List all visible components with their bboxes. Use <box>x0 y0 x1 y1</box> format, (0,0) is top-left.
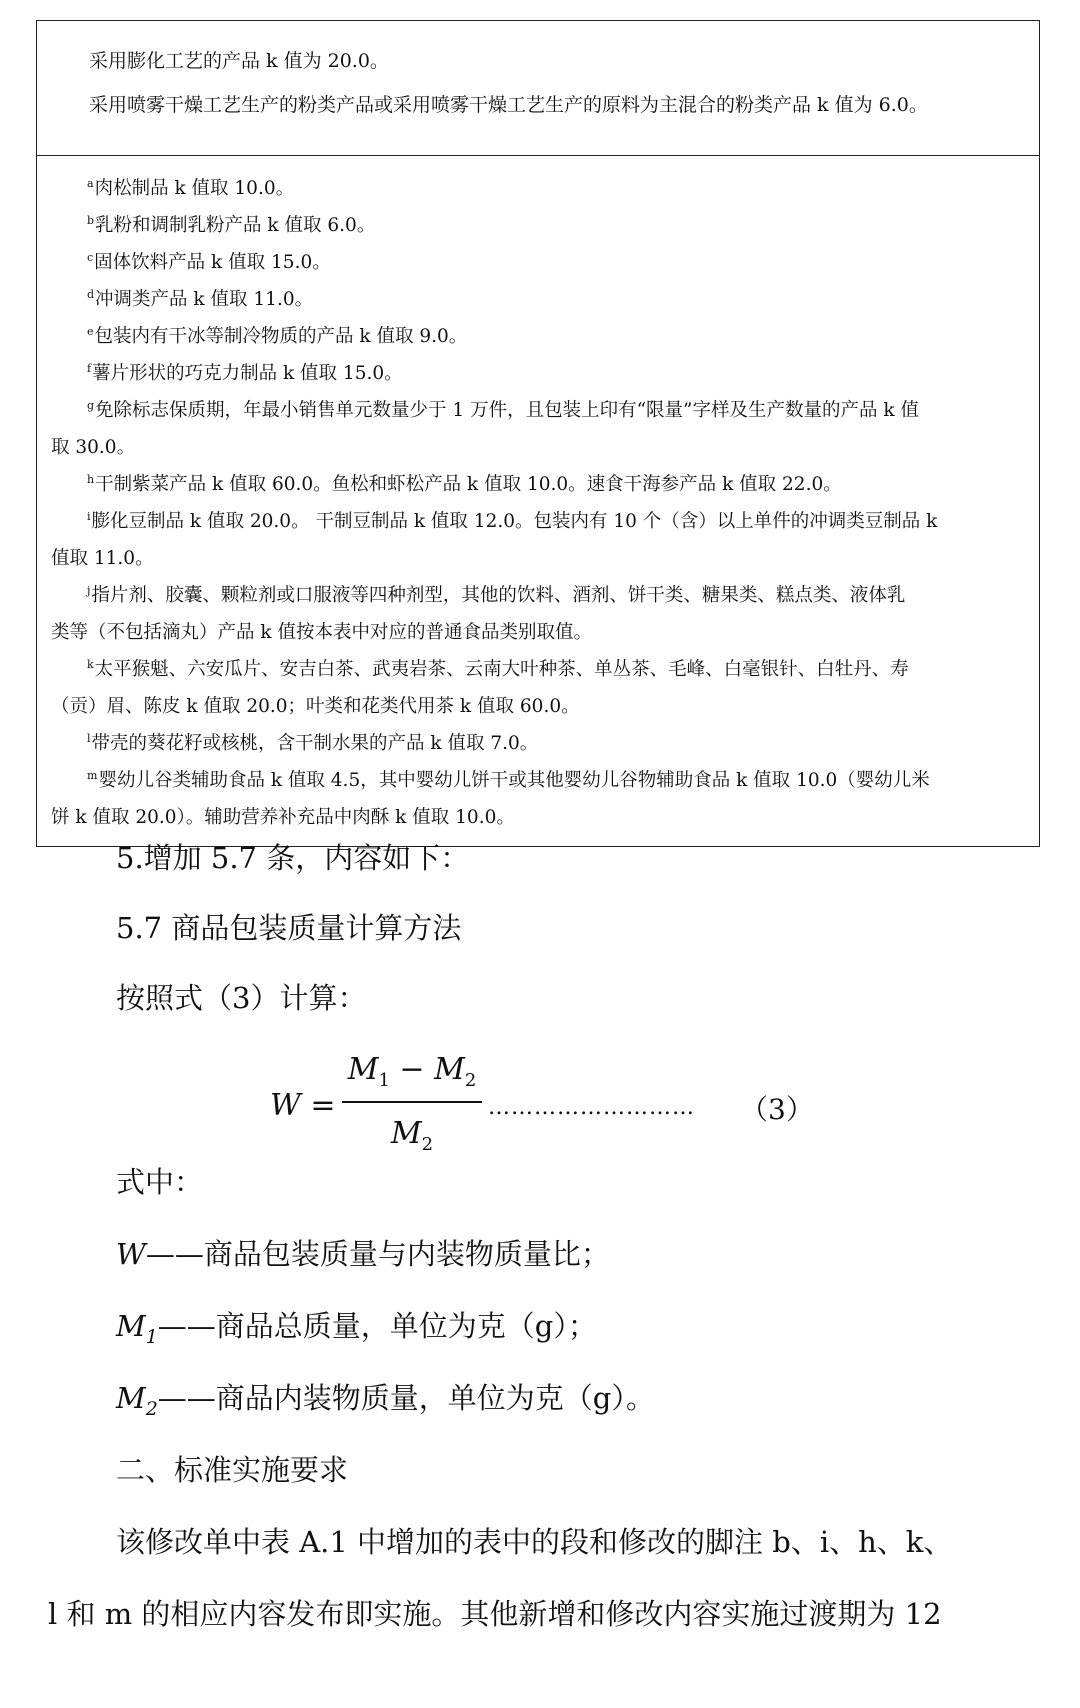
table-section-process <box>37 21 1039 156</box>
footnote-e: $^e$包装内有干冰等制冷物质的产品 k 值取 9.0。 <box>87 324 468 347</box>
formula-numerator: $M_1 - M_2$ <box>347 1052 477 1091</box>
formula-denominator: $M_2$ <box>390 1116 434 1155</box>
footnote-h: $^h$干制紫菜产品 k 值取 60.0。鱼松和虾松产品 k 值取 10.0。速食干海参产品 k 值取 22.0。 <box>87 472 842 495</box>
table-footnotes <box>37 156 1039 846</box>
formula-lhs: W = <box>270 1088 336 1123</box>
fraction-bar <box>342 1101 482 1103</box>
paragraph-implementation-1: 该修改单中表 A.1 中增加的表中的段和修改的脚注 b、i、h、k、 <box>116 1525 953 1559</box>
footnote-i-cont: 值取 11.0。 <box>51 548 154 569</box>
formula-leader-dots: ……………………… <box>488 1095 695 1120</box>
footnote-g-cont: 取 30.0。 <box>51 437 136 458</box>
footnote-d: $^d$冲调类产品 k 值取 11.0。 <box>87 287 314 310</box>
definition-m2: $M_2——$商品内装物质量，单位为克（g）。 <box>116 1381 655 1420</box>
footnote-k-cont: （贡）眉、陈皮 k 值取 20.0；叶类和花类代用茶 k 值取 60.0。 <box>51 696 580 717</box>
footnote-m: $^m$婴幼儿谷类辅助食品 k 值取 4.5，其中婴幼儿饼干或其他婴幼儿谷物辅助食品 k 值取 10.0（婴幼儿米 <box>87 768 930 791</box>
paragraph-add-clause: 5.增加 5.7 条，内容如下： <box>116 841 470 875</box>
paragraph-implementation-2: l 和 m 的相应内容发布即实施。其他新增和修改内容实施过渡期为 12 <box>48 1597 942 1631</box>
footnote-a: $^a$肉松制品 k 值取 10.0。 <box>87 176 295 199</box>
footnote-l: $^l$带壳的葵花籽或核桃，含干制水果的产品 k 值取 7.0。 <box>87 731 539 754</box>
formula-fraction <box>342 1045 482 1159</box>
definition-m1: $M_1——$商品总质量，单位为克（g）； <box>116 1309 597 1348</box>
paragraph-formula-intro: 按照式（3）计算： <box>116 981 367 1015</box>
definition-w: W——商品包装质量与内装物质量比； <box>116 1237 610 1271</box>
footnote-j-cont: 类等（不包括滴丸）产品 k 值按本表中对应的普通食品类别取值。 <box>51 622 592 643</box>
footnote-k: $^k$太平猴魁、六安瓜片、安吉白茶、武夷岩茶、云南大叶种茶、单丛茶、毛峰、白毫银针、白牡丹、寿 <box>87 657 909 680</box>
section-heading-5-7: 5.7 商品包装质量计算方法 <box>116 911 462 945</box>
footnote-b: $^b$乳粉和调制乳粉产品 k 值取 6.0。 <box>87 213 376 236</box>
formula-number: （3） <box>740 1093 814 1126</box>
footnote-i: $^i$膨化豆制品 k 值取 20.0。 干制豆制品 k 值取 12.0。包装内有 10 个（含）以上单件的冲调类豆制品 k <box>87 509 938 532</box>
footnote-j: $^j$指片剂、胶囊、颗粒剂或口服液等四种剂型，其他的饮料、酒剂、饼干类、糖果类、糕点类、液体乳 <box>87 583 906 606</box>
footnote-f: $^f$薯片形状的巧克力制品 k 值取 15.0。 <box>87 361 403 384</box>
amendment-table <box>36 20 1040 847</box>
table-line: 采用喷雾干燥工艺生产的粉类产品或采用喷雾干燥工艺生产的原料为主混合的粉类产品 k 值为 6.0。 <box>89 94 928 116</box>
footnote-c: $^c$固体饮料产品 k 值取 15.0。 <box>87 250 331 273</box>
footnote-m-cont: 饼 k 值取 20.0）。辅助营养补充品中肉酥 k 值取 10.0。 <box>51 807 515 828</box>
section-heading-implementation: 二、标准实施要求 <box>116 1453 349 1487</box>
table-line: 采用膨化工艺的产品 k 值为 20.0。 <box>89 50 389 72</box>
footnote-g: $^g$免除标志保质期，年最小销售单元数量少于 1 万件，且包装上印有“限量”字样及生产数量的产品 k 值 <box>87 398 919 421</box>
paragraph-where: 式中： <box>116 1165 204 1199</box>
